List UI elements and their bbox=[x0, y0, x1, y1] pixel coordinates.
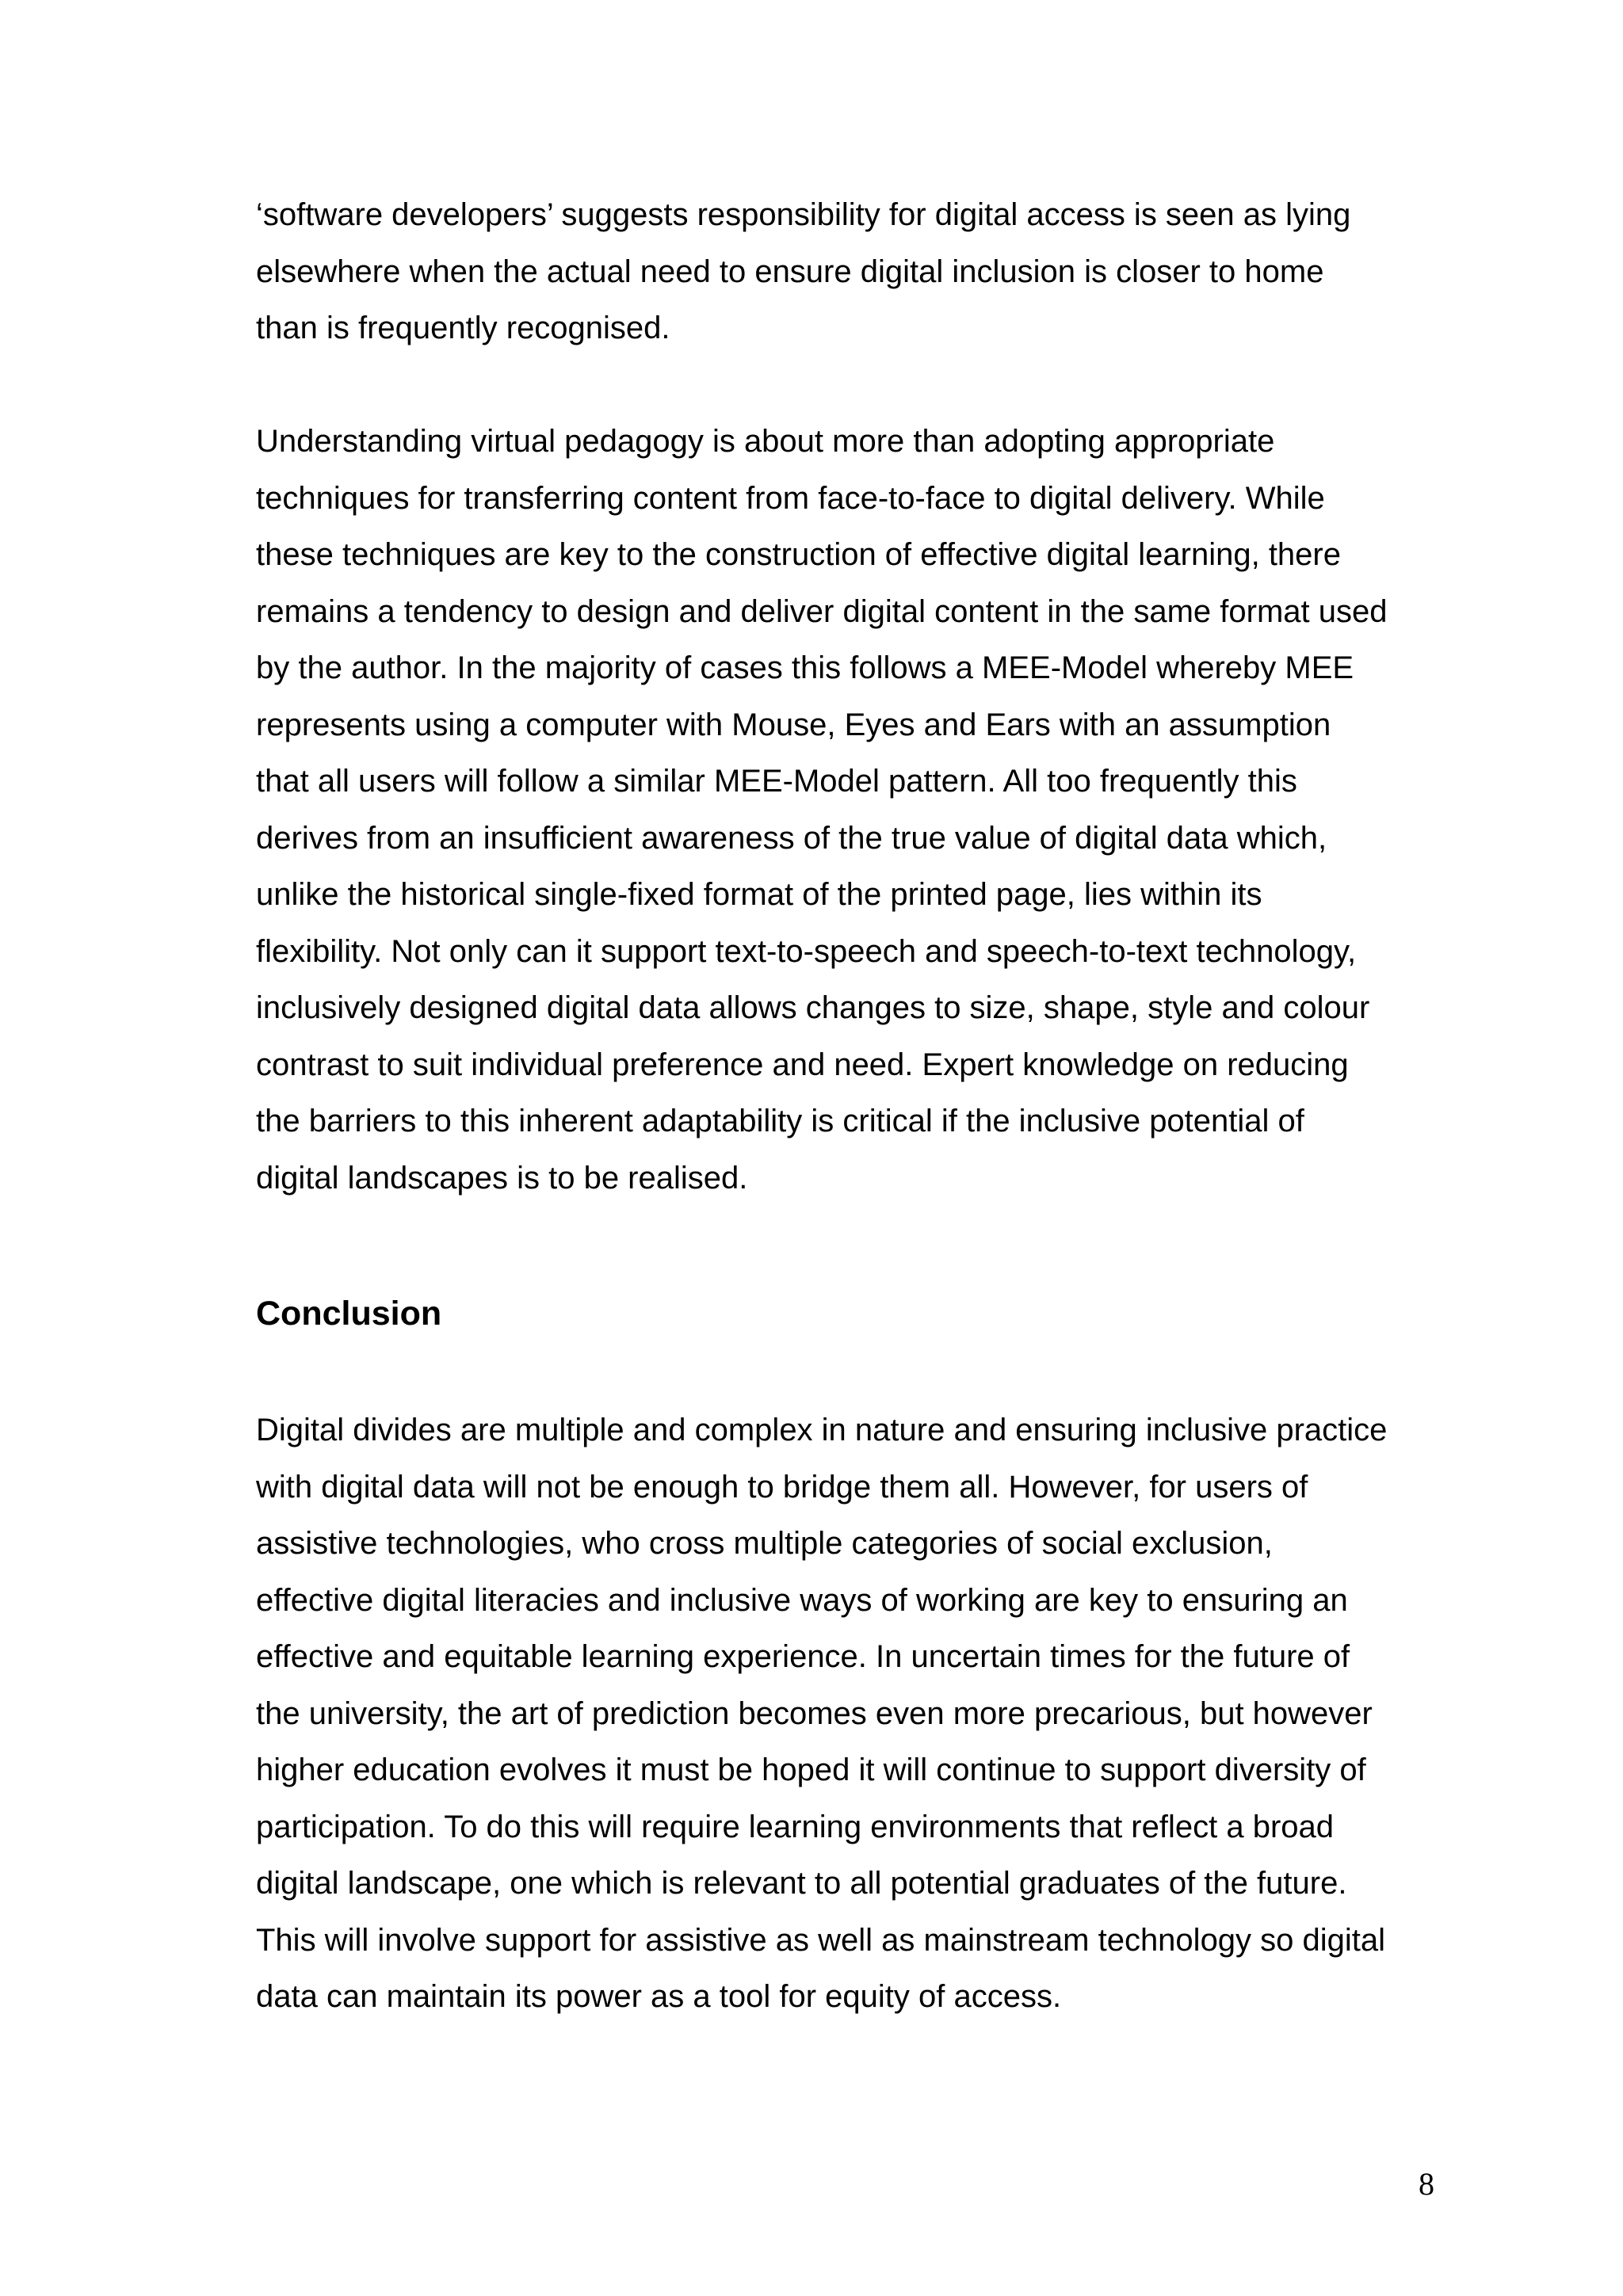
text-line: techniques for transferring content from face-to-face to digital delivery. While bbox=[256, 480, 1325, 516]
text-line: the university, the art of prediction becomes even more precarious, but however bbox=[256, 1695, 1373, 1731]
page-number: 8 bbox=[1419, 2166, 1434, 2202]
text-line: assistive technologies, who cross multiple categories of social exclusion, bbox=[256, 1526, 1273, 1561]
text-line: effective digital literacies and inclusive ways of working are key to ensuring an bbox=[256, 1582, 1348, 1618]
paragraph-conclusion bbox=[256, 1402, 1445, 2026]
section-heading-conclusion: Conclusion bbox=[256, 1295, 442, 1333]
text-line: This will involve support for assistive as well as mainstream technology so digital bbox=[256, 1922, 1386, 1958]
text-line: effective and equitable learning experience. In uncertain times for the future of bbox=[256, 1639, 1350, 1674]
text-line: elsewhere when the actual need to ensure digital inclusion is closer to home bbox=[256, 254, 1324, 289]
text-line: remains a tendency to design and deliver digital content in the same format used bbox=[256, 593, 1388, 629]
paragraph-virtual-pedagogy bbox=[256, 414, 1445, 1207]
text-line: these techniques are key to the construction of effective digital learning, there bbox=[256, 537, 1341, 572]
text-line: participation. To do this will require learning environments that reflect a broad bbox=[256, 1809, 1334, 1844]
text-line: Digital divides are multiple and complex in nature and ensuring inclusive practice bbox=[256, 1413, 1388, 1447]
text-line: flexibility. Not only can it support text-to-speech and speech-to-text technology, bbox=[256, 933, 1357, 969]
text-line: the barriers to this inherent adaptability is critical if the inclusive potential of bbox=[256, 1104, 1304, 1138]
text-line: digital landscape, one which is relevant to all potential graduates of the future. bbox=[256, 1866, 1347, 1901]
text-line: derives from an insufficient awareness of the true value of digital data which, bbox=[256, 820, 1327, 856]
paragraph-continuation bbox=[256, 187, 1445, 357]
text-line: higher education evolves it must be hoped it will continue to support diversity of bbox=[256, 1753, 1366, 1787]
text-line: inclusively designed digital data allows changes to size, shape, style and colour bbox=[256, 990, 1370, 1025]
text-line: contrast to suit individual preference and need. Expert knowledge on reducing bbox=[256, 1047, 1349, 1082]
text-line: digital landscapes is to be realised. bbox=[256, 1160, 748, 1196]
text-line: ‘software developers’ suggests responsibility for digital access is seen as lying bbox=[256, 197, 1351, 232]
text-line: Understanding virtual pedagogy is about more than adopting appropriate bbox=[256, 424, 1275, 459]
text-line: that all users will follow a similar MEE-Model pattern. All too frequently this bbox=[256, 764, 1297, 799]
text-line: with digital data will not be enough to bridge them all. However, for users of bbox=[256, 1469, 1308, 1505]
text-line: data can maintain its power as a tool for equity of access. bbox=[256, 1979, 1062, 2014]
text-line: than is frequently recognised. bbox=[256, 311, 670, 345]
text-line: unlike the historical single-fixed format of the printed page, lies within its bbox=[256, 877, 1262, 912]
text-line: represents using a computer with Mouse, Eyes and Ears with an assumption bbox=[256, 707, 1331, 742]
text-line: by the author. In the majority of cases this follows a MEE-Model whereby MEE bbox=[256, 650, 1354, 685]
